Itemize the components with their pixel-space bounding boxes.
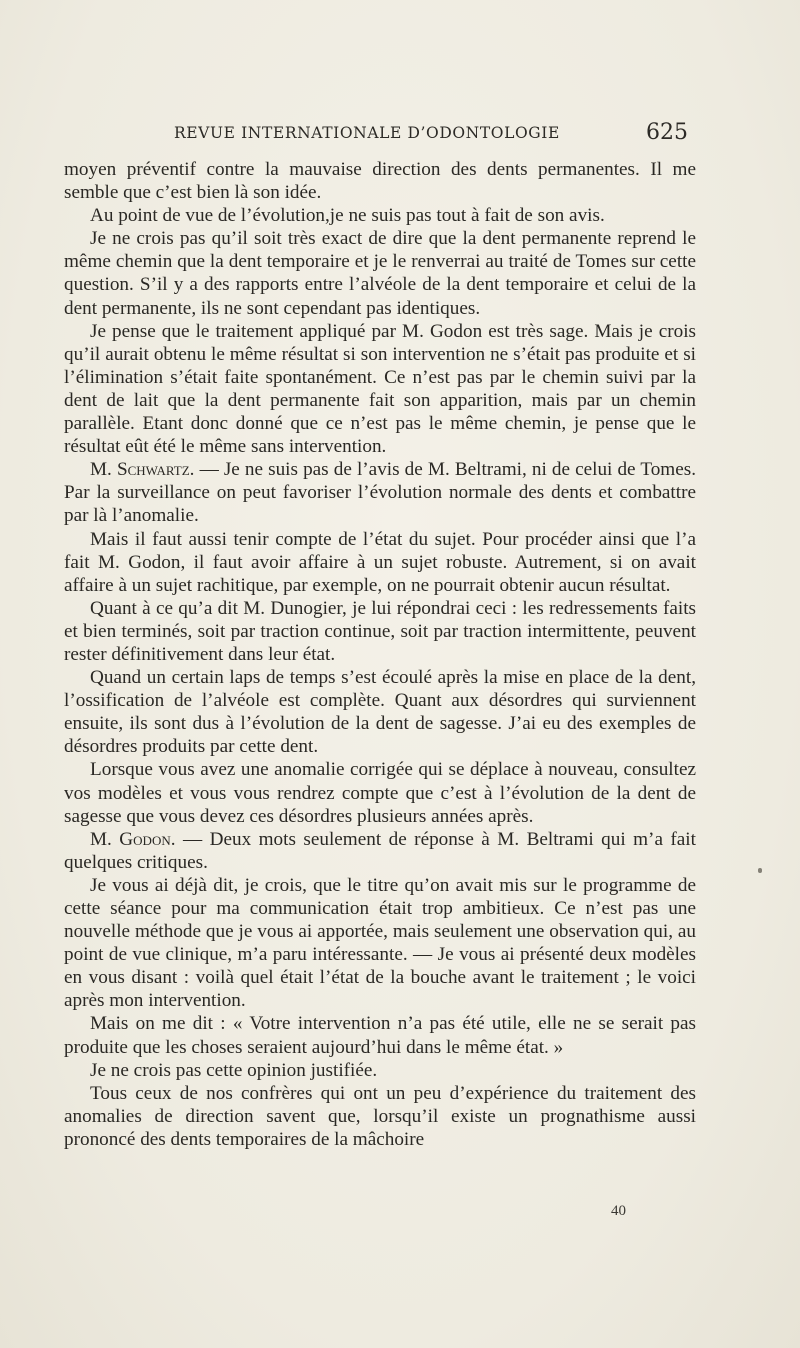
- speaker-name: M. Godon.: [90, 828, 176, 850]
- page-number: 625: [646, 120, 688, 145]
- paragraph-14: Tous ceux de nos confrères qui ont un peu d’expérience du traitement des anomalies de direction savent que, lorsqu’il existe un prognathisme aussi prononcé des dents temporaires de la mâchoire: [64, 1082, 696, 1150]
- signature-mark: 40: [611, 1203, 626, 1219]
- paragraph-12: Mais on me dit : « Votre intervention n’a pas été utile, elle ne se serait pas produite que les choses seraient aujourd’hui dans le même état. »: [64, 1013, 696, 1058]
- paragraph-2: Au point de vue de l’évolution,je ne suis pas tout à fait de son avis.: [90, 205, 605, 227]
- running-title: REVUE INTERNATIONALE D’ODONTOLOGIE: [174, 124, 560, 142]
- paragraph-6: Mais il faut aussi tenir compte de l’état du sujet. Pour procéder ainsi que l’a fait M. Godon, il faut avoir affaire à un sujet robuste. Autrement, si on avait affaire à un sujet rachitique, par exemple, on ne pourrait obtenir aucun résultat.: [64, 528, 696, 596]
- body-text: [64, 158, 696, 1151]
- paragraph-8: Quand un certain laps de temps s’est écoulé après la mise en place de la dent, l’ossification de l’alvéole est complète. Quant aux désordres qui surviennent ensuite, ils sont dus à l’évolution de la dent de sagesse. J’ai eu des exemples de désordres produits par cette dent.: [64, 667, 696, 758]
- paragraph-1: moyen préventif contre la mauvaise direction des dents permanentes. Il me semble que c’est bien là son idée.: [64, 159, 696, 204]
- ink-speck: [758, 868, 762, 873]
- paragraph-4: Je pense que le traitement appliqué par M. Godon est très sage. Mais je crois qu’il aurait obtenu le même résultat si son intervention ne s’était pas produite et si l’élimination s’était faite spontanément. Ce n’est pas par le chemin suivi par la dent de lait que la dent permanente fait son apparition, mais par un chemin parallèle. Etant donc donné que ce n’est pas le même chemin, je pense que le résultat eût été le même sans intervention.: [64, 320, 696, 458]
- page-header: [174, 120, 688, 150]
- speaker-name: M. Schwartz.: [90, 459, 195, 481]
- speaker-text: — Je ne suis pas de l’avis de M. Beltrami, ni de celui de Tomes. Par la surveillance on peut favoriser l’évolution normale des dents et combattre par là l’anomalie.: [64, 459, 696, 527]
- paragraph-9: Lorsque vous avez une anomalie corrigée qui se déplace à nouveau, consultez vos modèles et vous vous rendrez compte que c’est à l’évolution de la dent de sagesse que vous devez ces désordres plusieurs années après.: [64, 759, 696, 827]
- paragraph-3: Je ne crois pas qu’il soit très exact de dire que la dent permanente reprend le même chemin que la dent temporaire et je le renverrai au traité de Tomes sur cette question. S’il y a des rapports entre l’alvéole de la dent temporaire et celui de la dent permanente, ils ne sont cependant pas identiques.: [64, 228, 696, 319]
- paragraph-5: [64, 458, 696, 527]
- speaker-text: — Deux mots seulement de réponse à M. Beltrami qui m’a fait quelques critiques.: [64, 828, 696, 873]
- paragraph-7: Quant à ce qu’a dit M. Dunogier, je lui répondrai ceci : les redressements faits et bien terminés, soit par traction continue, soit par traction intermittente, peuvent rester définitivement dans leur état.: [64, 597, 696, 665]
- paragraph-13: Je ne crois pas cette opinion justifiée.: [90, 1059, 378, 1081]
- paragraph-10: [64, 828, 696, 874]
- paragraph-11: Je vous ai déjà dit, je crois, que le titre qu’on avait mis sur le programme de cette séance pour ma communication était trop ambitieux. Ce n’est pas une nouvelle méthode que je vous ai apportée, mais seulement une observation qui, au point de vue clinique, m’a paru intéressante. — Je vous ai présenté deux modèles en vous disant : voilà quel était l’état de la bouche avant le traitement ; le voici après mon intervention.: [64, 874, 696, 1012]
